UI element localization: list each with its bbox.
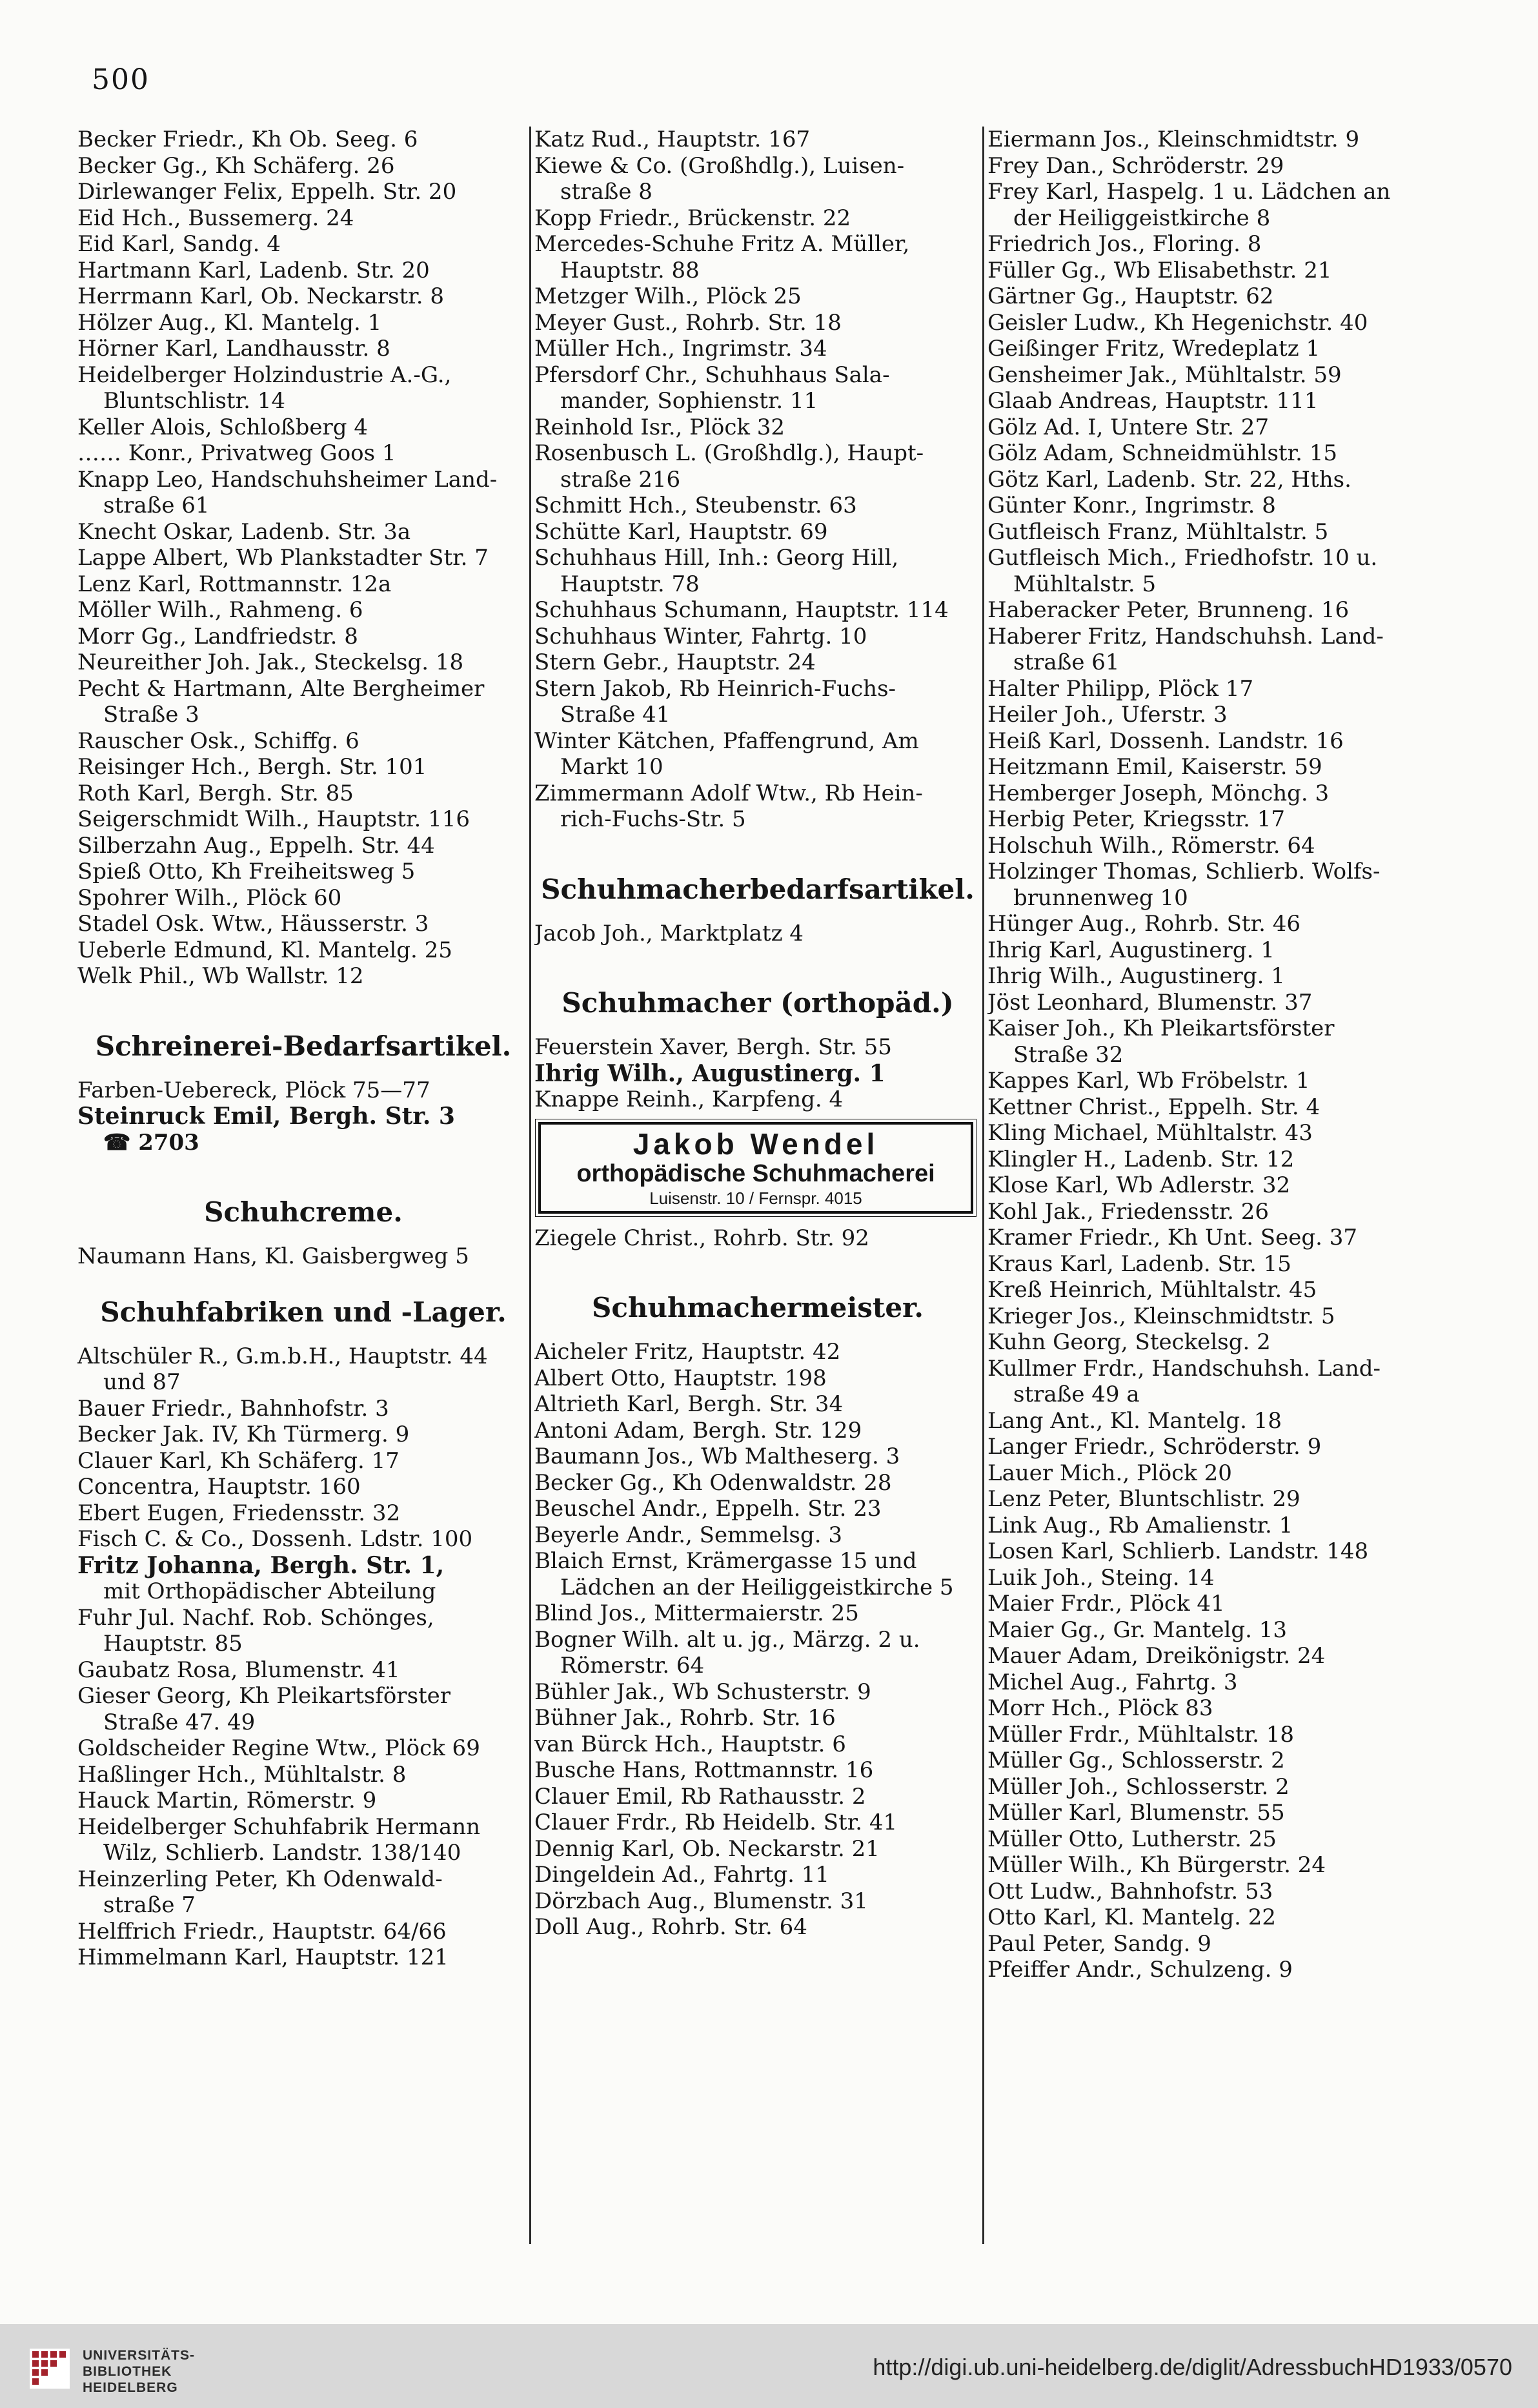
directory-entry: Füller Gg., Wb Elisabethstr. 21 — [987, 257, 1332, 283]
directory-entry: Lang Ant., Kl. Mantelg. 18 — [987, 1407, 1282, 1434]
directory-entry: Dingeldein Ad., Fahrtg. 11 — [534, 1862, 830, 1888]
library-footer — [0, 2324, 1538, 2408]
directory-entry: Götz Karl, Ladenb. Str. 22, Hths. — [987, 466, 1351, 493]
directory-entry: Seigerschmidt Wilh., Hauptstr. 116 — [77, 806, 470, 832]
directory-entry: Ziegele Christ., Rohrb. Str. 92 — [534, 1225, 869, 1251]
directory-entry: Ott Ludw., Bahnhofstr. 53 — [987, 1878, 1273, 1904]
directory-entry: Gärtner Gg., Hauptstr. 62 — [987, 283, 1274, 309]
directory-entry: Kling Michael, Mühltalstr. 43 — [987, 1120, 1313, 1146]
directory-entry: Lauer Mich., Plöck 20 — [987, 1460, 1232, 1486]
entry-continuation: straße 61 — [103, 493, 210, 518]
spacer — [77, 1329, 529, 1343]
directory-entry: Metzger Wilh., Plöck 25 — [534, 283, 802, 309]
entry-continuation: Lädchen an der Heiliggeistkirche 5 — [560, 1574, 954, 1600]
directory-entry: Mercedes-Schuhe Fritz A. Müller, — [534, 231, 910, 257]
entry-continuation: der Heiliggeistkirche 8 — [1013, 205, 1271, 231]
directory-entry: Farben-Uebereck, Plöck 75—77 — [77, 1077, 430, 1103]
directory-entry: Becker Friedr., Kh Ob. Seeg. 6 — [77, 127, 418, 152]
directory-entry: Paul Peter, Sandg. 9 — [987, 1930, 1211, 1957]
spacer — [77, 1229, 529, 1243]
directory-entry: Knecht Oskar, Ladenb. Str. 3a — [77, 518, 411, 545]
spacer — [77, 1156, 529, 1196]
directory-entry: Kuhn Georg, Steckelsg. 2 — [987, 1329, 1271, 1355]
entry-continuation: rich-Fuchs-Str. 5 — [560, 806, 746, 832]
directory-entry: Bauer Friedr., Bahnhofstr. 3 — [77, 1395, 389, 1422]
directory-entry: Kiewe & Co. (Großhdlg.), Luisen- — [534, 152, 905, 179]
entry-continuation: mit Orthopädischer Abteilung — [103, 1578, 436, 1604]
directory-entry: Maier Frdr., Plöck 41 — [987, 1591, 1225, 1617]
directory-entry: Geisler Ludw., Kh Hegenichstr. 40 — [987, 309, 1368, 336]
directory-entry: Heiß Karl, Dossenh. Landstr. 16 — [987, 728, 1344, 754]
advertiser-address: Luisenstr. 10 / Fernspr. 4015 — [649, 1188, 862, 1208]
page-number: 500 — [92, 63, 150, 96]
directory-entry: Haberacker Peter, Brunneng. 16 — [987, 597, 1350, 623]
entry-continuation: straße 8 — [560, 179, 653, 205]
directory-entry: Heitzmann Emil, Kaiserstr. 59 — [987, 754, 1322, 780]
directory-entry: Jacob Joh., Marktplatz 4 — [534, 920, 804, 946]
directory-entry: Ihrig Karl, Augustinerg. 1 — [987, 937, 1275, 963]
directory-entry: Friedrich Jos., Floring. 8 — [987, 231, 1262, 257]
directory-entry: Günter Konr., Ingrimstr. 8 — [987, 493, 1276, 518]
directory-entry: Beuschel Andr., Eppelh. Str. 23 — [534, 1496, 882, 1522]
entry-continuation: Straße 3 — [103, 702, 199, 728]
directory-entry: Schmitt Hch., Steubenstr. 63 — [534, 493, 857, 518]
entry-continuation: straße 7 — [103, 1892, 196, 1918]
entry-continuation: brunnenweg 10 — [1013, 884, 1188, 911]
directory-entry: Eid Karl, Sandg. 4 — [77, 231, 281, 257]
entry-continuation: Mühltalstr. 5 — [1013, 571, 1157, 597]
directory-entry: Pecht & Hartmann, Alte Bergheimer — [77, 675, 485, 702]
directory-entry: Losen Karl, Schlierb. Landstr. 148 — [987, 1538, 1369, 1564]
directory-entry: Gutfleisch Franz, Mühltalstr. 5 — [987, 518, 1329, 545]
entry-continuation: Bluntschlistr. 14 — [103, 388, 285, 414]
directory-entry: Welk Phil., Wb Wallstr. 12 — [77, 963, 364, 989]
directory-entry: Schuhhaus Winter, Fahrtg. 10 — [534, 623, 867, 649]
advertiser-business: orthopädische Schuhmacherei — [576, 1159, 935, 1187]
directory-entry: Naumann Hans, Kl. Gaisbergweg 5 — [77, 1243, 469, 1269]
directory-entry: Stern Jakob, Rb Heinrich-Fuchs- — [534, 675, 896, 702]
directory-entry: Doll Aug., Rohrb. Str. 64 — [534, 1914, 807, 1940]
directory-entry: Herrmann Karl, Ob. Neckarstr. 8 — [77, 283, 444, 309]
entry-continuation: Straße 47. 49 — [103, 1709, 256, 1735]
directory-entry: Heidelberger Holzindustrie A.-G., — [77, 362, 452, 388]
directory-entry: Schuhhaus Hill, Inh.: Georg Hill, — [534, 545, 899, 571]
directory-entry: Müller Hch., Ingrimstr. 34 — [534, 336, 827, 362]
directory-entry: Heidelberger Schuhfabrik Hermann — [77, 1813, 481, 1840]
directory-entry: Heinzerling Peter, Kh Odenwald- — [77, 1866, 443, 1892]
directory-entry: Antoni Adam, Bergh. Str. 129 — [534, 1417, 862, 1444]
directory-entry: Rosenbusch L. (Großhdlg.), Haupt- — [534, 440, 924, 466]
directory-entry: Müller Gg., Schlosserstr. 2 — [987, 1748, 1285, 1773]
directory-entry: Bühner Jak., Rohrb. Str. 16 — [534, 1705, 836, 1731]
entry-continuation: Hauptstr. 85 — [103, 1631, 243, 1657]
directory-entry: Blaich Ernst, Krämergasse 15 und — [534, 1548, 917, 1574]
directory-entry: Bogner Wilh. alt u. jg., Märzg. 2 u. — [534, 1626, 920, 1653]
directory-entry: Katz Rud., Hauptstr. 167 — [534, 127, 811, 152]
directory-entry: Meyer Gust., Rohrb. Str. 18 — [534, 309, 842, 336]
directory-entry: Otto Karl, Kl. Mantelg. 22 — [987, 1904, 1277, 1930]
directory-entry: Gölz Adam, Schneidmühlstr. 15 — [987, 440, 1337, 466]
column-divider — [529, 127, 531, 2244]
directory-entry: Müller Wilh., Kh Bürgerstr. 24 — [987, 1852, 1326, 1878]
directory-entry: Glaab Andreas, Hauptstr. 111 — [987, 388, 1319, 414]
directory-entry: Langer Friedr., Schröderstr. 9 — [987, 1434, 1322, 1460]
directory-entry: Lenz Peter, Bluntschlistr. 29 — [987, 1486, 1300, 1512]
entry-continuation: Römerstr. 64 — [560, 1653, 705, 1678]
directory-entry: Haberer Fritz, Handschuhsh. Land- — [987, 623, 1384, 649]
spacer — [534, 906, 981, 921]
directory-entry: Schuhhaus Schumann, Hauptstr. 114 — [534, 597, 949, 623]
directory-entry: Steinruck Emil, Bergh. Str. 3 — [77, 1103, 455, 1130]
directory-entry: Albert Otto, Hauptstr. 198 — [534, 1365, 827, 1391]
directory-entry: Rauscher Osk., Schiffg. 6 — [77, 728, 359, 754]
source-url[interactable]: http://digi.ub.uni-heidelberg.de/diglit/AdressbuchHD1933/0570 — [873, 2354, 1512, 2380]
directory-entry: Geißinger Fritz, Wredeplatz 1 — [987, 336, 1320, 362]
spacer — [77, 1270, 529, 1296]
directory-column-3 — [987, 127, 1439, 2244]
directory-entry: Morr Gg., Landfriedstr. 8 — [77, 623, 358, 649]
directory-entry: Fisch C. & Co., Dossenh. Ldstr. 100 — [77, 1526, 473, 1552]
university-library-logo-icon — [30, 2349, 70, 2389]
directory-entry: Michel Aug., Fahrtg. 3 — [987, 1669, 1238, 1695]
directory-entry: Clauer Frdr., Rb Heidelb. Str. 41 — [534, 1810, 898, 1835]
spacer — [534, 1325, 981, 1339]
directory-entry: Holzinger Thomas, Schlierb. Wolfs- — [987, 859, 1381, 884]
directory-entry: Stern Gebr., Hauptstr. 24 — [534, 649, 816, 675]
directory-entry: Krieger Jos., Kleinschmidtstr. 5 — [987, 1303, 1335, 1329]
directory-entry: Kopp Friedr., Brückenstr. 22 — [534, 205, 851, 231]
directory-entry: Spieß Otto, Kh Freiheitsweg 5 — [77, 859, 416, 884]
column-divider — [982, 127, 984, 2244]
directory-entry: Altschüler R., G.m.b.H., Hauptstr. 44 — [77, 1343, 488, 1369]
directory-entry: Mauer Adam, Dreikönigstr. 24 — [987, 1643, 1326, 1669]
directory-entry: Haßlinger Hch., Mühltalstr. 8 — [77, 1761, 407, 1788]
directory-entry: Concentra, Hauptstr. 160 — [77, 1474, 361, 1500]
directory-entry: Maier Gg., Gr. Mantelg. 13 — [987, 1617, 1288, 1643]
directory-entry: Knapp Leo, Handschuhsheimer Land- — [77, 466, 498, 493]
directory-entry: Ueberle Edmund, Kl. Mantelg. 25 — [77, 937, 452, 963]
section-heading: Schuhmacher (orthopäd.) — [562, 987, 954, 1019]
entry-continuation: straße 61 — [1013, 649, 1120, 675]
directory-entry: Hemberger Joseph, Mönchg. 3 — [987, 780, 1330, 806]
directory-entry: Hünger Aug., Rohrb. Str. 46 — [987, 911, 1300, 937]
spacer — [534, 1020, 981, 1034]
directory-entry: Clauer Karl, Kh Schäferg. 17 — [77, 1447, 400, 1474]
directory-entry: Eiermann Jos., Kleinschmidtstr. 9 — [987, 127, 1360, 152]
directory-entry: Zimmermann Adolf Wtw., Rb Hein- — [534, 780, 923, 806]
directory-entry: Eid Hch., Bussemerg. 24 — [77, 205, 354, 231]
directory-entry: Silberzahn Aug., Eppelh. Str. 44 — [77, 832, 435, 859]
section-heading: Schuhcreme. — [204, 1196, 403, 1228]
directory-entry: Keller Alois, Schloßberg 4 — [77, 414, 369, 440]
directory-entry: Roth Karl, Bergh. Str. 85 — [77, 780, 354, 806]
spacer — [534, 1251, 981, 1291]
directory-entry: Dennig Karl, Ob. Neckarstr. 21 — [534, 1835, 880, 1862]
directory-entry: Ihrig Wilh., Augustinerg. 1 — [534, 1060, 885, 1087]
entry-continuation: ☎ 2703 — [103, 1129, 199, 1156]
directory-entry: Reinhold Isr., Plöck 32 — [534, 414, 785, 440]
directory-entry: Lappe Albert, Wb Plankstadter Str. 7 — [77, 545, 489, 571]
directory-entry: Frey Karl, Haspelg. 1 u. Lädchen an — [987, 179, 1391, 205]
directory-entry: Hartmann Karl, Ladenb. Str. 20 — [77, 257, 430, 283]
directory-entry: Kappes Karl, Wb Fröbelstr. 1 — [987, 1068, 1310, 1094]
directory-entry: …… Konr., Privatweg Goos 1 — [77, 440, 396, 466]
directory-entry: Luik Joh., Steing. 14 — [987, 1564, 1215, 1591]
directory-entry: Herbig Peter, Kriegsstr. 17 — [987, 806, 1285, 832]
entry-continuation: Straße 32 — [1013, 1041, 1124, 1068]
spacer — [534, 833, 981, 873]
directory-entry: Helffrich Friedr., Hauptstr. 64/66 — [77, 1918, 447, 1944]
directory-entry: Altrieth Karl, Bergh. Str. 34 — [534, 1391, 844, 1417]
library-name — [83, 2347, 195, 2396]
directory-entry: Reisinger Hch., Bergh. Str. 101 — [77, 754, 427, 780]
directory-entry: Müller Joh., Schlosserstr. 2 — [987, 1773, 1290, 1800]
directory-entry: Neureither Joh. Jak., Steckelsg. 18 — [77, 649, 464, 675]
directory-column-1 — [77, 127, 529, 2244]
directory-entry: Möller Wilh., Rahmeng. 6 — [77, 597, 363, 623]
directory-entry: Gaubatz Rosa, Blumenstr. 41 — [77, 1657, 400, 1683]
entry-continuation: mander, Sophienstr. 11 — [560, 388, 818, 414]
directory-entry: Pfeiffer Andr., Schulzeng. 9 — [987, 1957, 1293, 1983]
directory-entry: Schütte Karl, Hauptstr. 69 — [534, 518, 828, 545]
section-heading: Schreinerei-Bedarfsartikel. — [95, 1030, 512, 1062]
spacer — [77, 990, 529, 1030]
directory-entry: Spohrer Wilh., Plöck 60 — [77, 884, 342, 911]
directory-entry: Becker Gg., Kh Schäferg. 26 — [77, 152, 395, 179]
directory-entry: Kramer Friedr., Kh Unt. Seeg. 37 — [987, 1225, 1358, 1250]
directory-entry: Müller Otto, Lutherstr. 25 — [987, 1826, 1277, 1852]
directory-entry: Halter Philipp, Plöck 17 — [987, 675, 1254, 702]
entry-continuation: Straße 41 — [560, 702, 671, 728]
directory-entry: Hauck Martin, Römerstr. 9 — [77, 1788, 377, 1813]
entry-continuation: Hauptstr. 88 — [560, 257, 700, 283]
library-name-line: UNIVERSITÄTS- — [83, 2348, 196, 2363]
directory-entry: Clauer Emil, Rb Rathausstr. 2 — [534, 1783, 866, 1810]
directory-entry: Himmelmann Karl, Hauptstr. 121 — [77, 1944, 449, 1970]
section-heading: Schuhmacherbedarfsartikel. — [541, 873, 975, 905]
section-heading: Schuhfabriken und -Lager. — [100, 1296, 507, 1328]
directory-entry: Hörner Karl, Landhausstr. 8 — [77, 336, 390, 362]
library-name-line: HEIDELBERG — [83, 2380, 178, 2395]
directory-entry: Feuerstein Xaver, Bergh. Str. 55 — [534, 1034, 892, 1060]
directory-entry: Gölz Ad. I, Untere Str. 27 — [987, 414, 1270, 440]
directory-entry: van Bürck Hch., Hauptstr. 6 — [534, 1731, 846, 1757]
directory-entry: Jöst Leonhard, Blumenstr. 37 — [987, 989, 1313, 1015]
directory-entry: Kreß Heinrich, Mühltalstr. 45 — [987, 1277, 1317, 1303]
entry-continuation: Hauptstr. 78 — [560, 571, 700, 597]
entry-continuation: straße 49 a — [1013, 1382, 1140, 1407]
entry-continuation: Wilz, Schlierb. Landstr. 138/140 — [103, 1840, 461, 1866]
directory-entry: Baumann Jos., Wb Maltheserg. 3 — [534, 1444, 900, 1469]
directory-entry: Frey Dan., Schröderstr. 29 — [987, 152, 1284, 179]
directory-entry: Gieser Georg, Kh Pleikartsförster — [77, 1683, 451, 1709]
directory-entry: Kettner Christ., Eppelh. Str. 4 — [987, 1094, 1320, 1120]
advertisement-box — [538, 1122, 973, 1214]
directory-entry: Becker Gg., Kh Odenwaldstr. 28 — [534, 1469, 892, 1496]
directory-entry: Kaiser Joh., Kh Pleikartsförster — [987, 1015, 1335, 1041]
directory-entry: Bühler Jak., Wb Schusterstr. 9 — [534, 1678, 871, 1705]
advertiser-name: Jakob Wendel — [632, 1127, 879, 1161]
directory-entry: Gutfleisch Mich., Friedhofstr. 10 u. — [987, 545, 1378, 571]
directory-entry: Ebert Eugen, Friedensstr. 32 — [77, 1500, 401, 1526]
directory-entry: Aicheler Fritz, Hauptstr. 42 — [534, 1339, 841, 1365]
directory-entry: Kraus Karl, Ladenb. Str. 15 — [987, 1250, 1291, 1277]
directory-entry: Müller Frdr., Mühltalstr. 18 — [987, 1721, 1294, 1748]
entry-continuation: Markt 10 — [560, 754, 663, 780]
directory-entry: Winter Kätchen, Pfaffengrund, Am — [534, 728, 919, 754]
directory-entry: Busche Hans, Rottmannstr. 16 — [534, 1757, 874, 1783]
directory-entry: Stadel Osk. Wtw., Häusserstr. 3 — [77, 911, 429, 937]
directory-entry: Knappe Reinh., Karpfeng. 4 — [534, 1087, 844, 1112]
directory-entry: Fuhr Jul. Nachf. Rob. Schönges, — [77, 1604, 434, 1631]
entry-continuation: straße 216 — [560, 466, 681, 493]
directory-entry: Pfersdorf Chr., Schuhhaus Sala- — [534, 362, 890, 388]
directory-entry: Link Aug., Rb Amalienstr. 1 — [987, 1512, 1293, 1538]
directory-entry: Kullmer Frdr., Handschuhsh. Land- — [987, 1355, 1381, 1382]
directory-column-2 — [534, 127, 981, 2244]
directory-entry: Klingler H., Ladenb. Str. 12 — [987, 1146, 1295, 1172]
directory-entry: Kohl Jak., Friedensstr. 26 — [987, 1198, 1270, 1225]
library-name-line: BIBLIOTHEK — [83, 2364, 172, 2379]
directory-entry: Fritz Johanna, Bergh. Str. 1, — [77, 1552, 445, 1578]
directory-entry: Morr Hch., Plöck 83 — [987, 1695, 1213, 1721]
entry-continuation: und 87 — [103, 1369, 181, 1395]
section-heading: Schuhmachermeister. — [592, 1292, 924, 1323]
directory-entry: Holschuh Wilh., Römerstr. 64 — [987, 832, 1315, 859]
directory-entry: Klose Karl, Wb Adlerstr. 32 — [987, 1172, 1291, 1198]
directory-entry: Lenz Karl, Rottmannstr. 12a — [77, 571, 392, 597]
spacer — [534, 946, 981, 986]
directory-entry: Beyerle Andr., Semmelsg. 3 — [534, 1522, 842, 1548]
directory-entry: Heiler Joh., Uferstr. 3 — [987, 702, 1228, 728]
directory-entry: Blind Jos., Mittermaierstr. 25 — [534, 1600, 859, 1626]
directory-entry: Dirlewanger Felix, Eppelh. Str. 20 — [77, 179, 457, 205]
directory-entry: Ihrig Wilh., Augustinerg. 1 — [987, 963, 1285, 989]
directory-entry: Gensheimer Jak., Mühltalstr. 59 — [987, 362, 1342, 388]
directory-entry: Hölzer Aug., Kl. Mantelg. 1 — [77, 309, 382, 336]
spacer — [77, 1063, 529, 1077]
directory-entry: Dörzbach Aug., Blumenstr. 31 — [534, 1888, 868, 1914]
directory-entry: Müller Karl, Blumenstr. 55 — [987, 1800, 1285, 1826]
directory-entry: Becker Jak. IV, Kh Türmerg. 9 — [77, 1422, 410, 1447]
directory-entry: Goldscheider Regine Wtw., Plöck 69 — [77, 1735, 480, 1761]
